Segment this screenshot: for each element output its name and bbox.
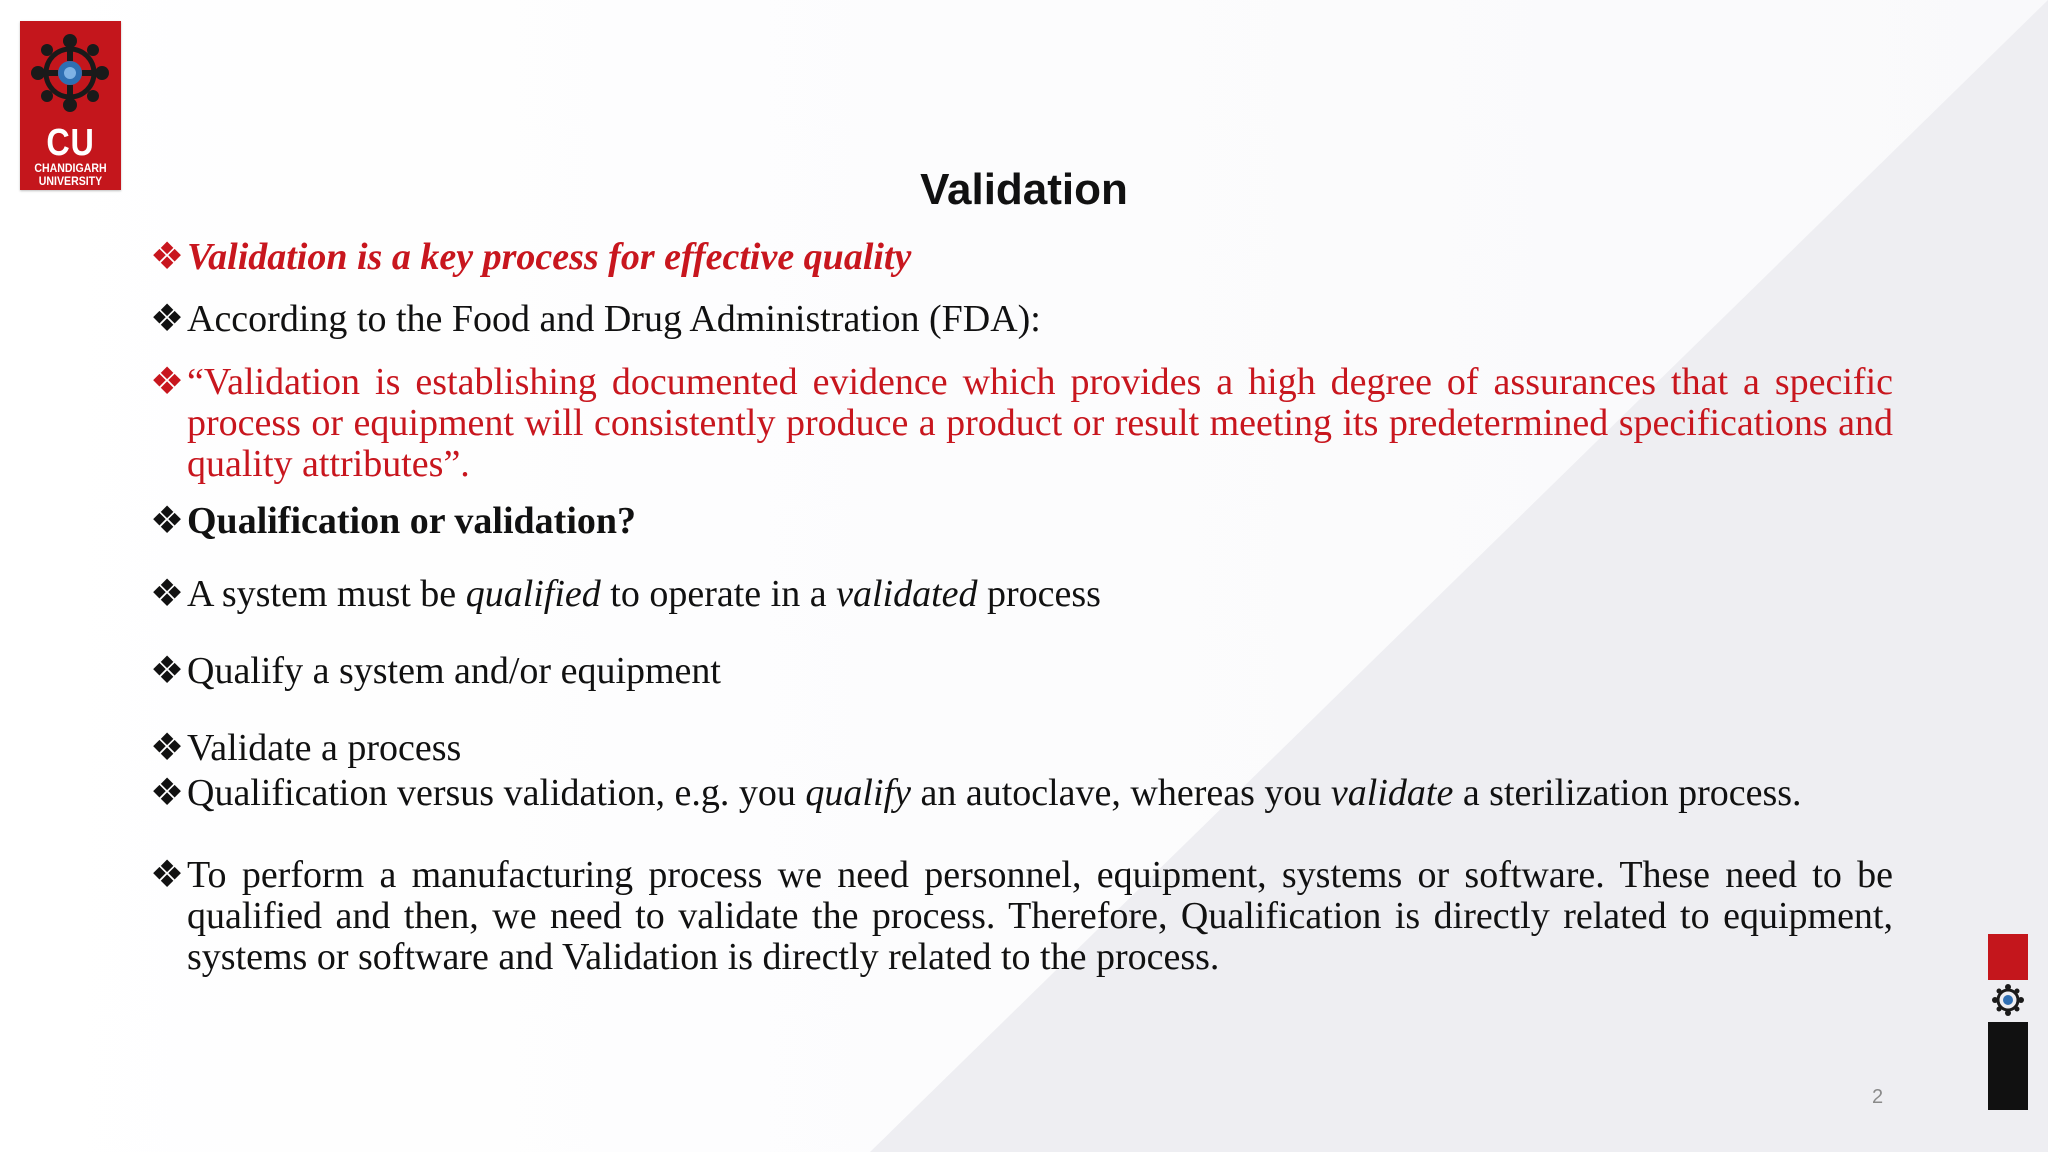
bullet-marker-icon: ❖: [150, 500, 185, 542]
bullet-fda-intro: [150, 299, 1893, 340]
bullet-marker-icon: ❖: [150, 650, 185, 692]
bullet-text: According to the Food and Drug Administration (FDA):: [187, 298, 1041, 340]
sidebar-red-block: [1988, 934, 2028, 980]
text-part: to operate in a: [600, 573, 837, 615]
bullet-manufacturing-process: [150, 855, 1893, 978]
cu-emblem-icon: [30, 27, 111, 119]
text-part: an autoclave, whereas you: [910, 772, 1331, 814]
text-part: process: [977, 573, 1101, 615]
bullet-key-process: [150, 237, 1893, 278]
bullet-qualification-vs-validation: [150, 773, 1893, 814]
bullet-text: Qualify a system and/or equipment: [187, 650, 721, 692]
slide-title: Validation: [920, 165, 1128, 214]
sidebar-black-block: [1988, 1022, 2028, 1110]
emphasis-qualify: qualify: [805, 772, 911, 814]
text-part: a sterilization process.: [1453, 772, 1802, 814]
bullet-marker-icon: ❖: [150, 727, 185, 769]
emphasis-validated: validated: [836, 573, 978, 615]
logo-name-line1: CHANDIGARH: [34, 161, 107, 175]
bullet-text: To perform a manufacturing process we need personnel, equipment, systems or software. These need to be qualified and then, we need to validate the process. Therefore, Qualification is directly related to equipment, systems or software and Validation is directly related to the process.: [187, 854, 1893, 978]
bullet-marker-icon: ❖: [150, 854, 185, 896]
bullet-validate-process: [150, 728, 1893, 769]
page-number: 2: [1872, 1086, 1884, 1108]
bullet-text: [187, 574, 1893, 615]
gear-emblem-icon: [1991, 983, 2025, 1017]
emphasis-validate: validate: [1330, 772, 1454, 814]
bullet-text: Validate a process: [187, 727, 462, 769]
bullet-marker-icon: ❖: [150, 772, 185, 814]
bullet-fda-definition: [150, 362, 1893, 485]
bullet-marker-icon: ❖: [150, 236, 185, 278]
bullet-qualify-system: [150, 651, 1893, 692]
logo-name-line2: UNIVERSITY: [38, 174, 103, 188]
bullet-text: Validation is a key process for effective quality: [187, 236, 912, 278]
emphasis-qualified: qualified: [465, 573, 601, 615]
bullet-text: [187, 773, 1893, 814]
logo-abbreviation: CU: [46, 122, 95, 164]
bullet-marker-icon: ❖: [150, 361, 185, 403]
bullet-marker-icon: ❖: [150, 573, 185, 615]
bullet-marker-icon: ❖: [150, 298, 185, 340]
bullet-text: Qualification or validation?: [187, 500, 637, 542]
bullet-system-qualified: [150, 574, 1893, 615]
text-part: A system must be: [187, 573, 466, 615]
bullet-qualification-question: [150, 501, 1893, 542]
text-part: Qualification versus validation, e.g. you: [187, 772, 806, 814]
bullet-text: “Validation is establishing documented evidence which provides a high degree of assurances that a specific process or equipment will consistently produce a product or result meeting its predetermined specifications and quality attributes”.: [187, 361, 1893, 485]
